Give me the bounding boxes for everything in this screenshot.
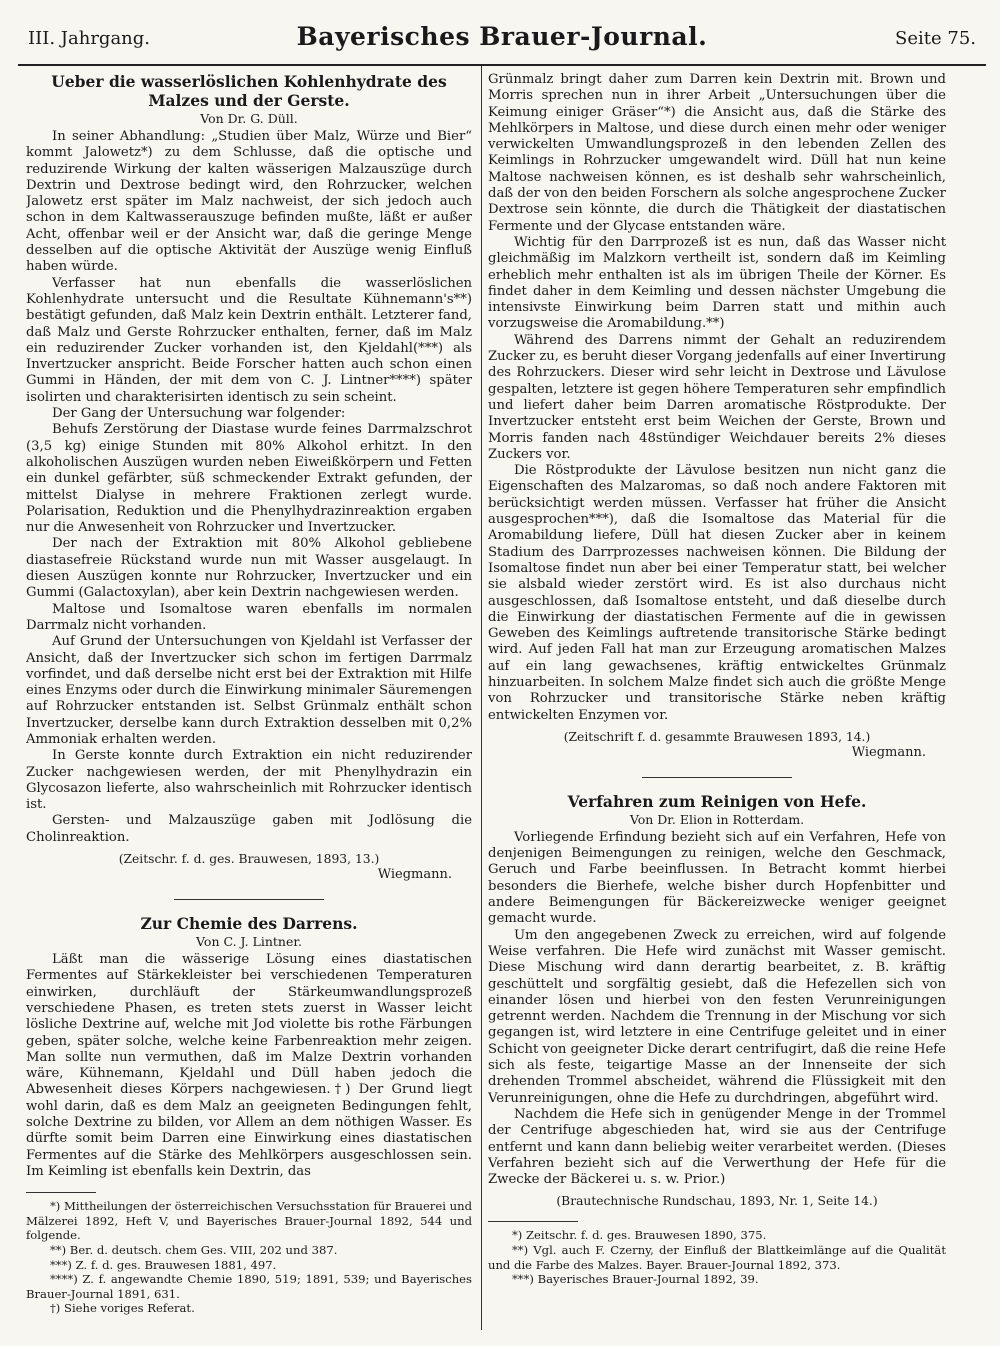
article-paragraph: Die Röstprodukte der Lävulose besitzen nun nicht ganz die Eigenschaften des Malzaromas, so daß noch andere Faktoren mit berücksichtigt werden müssen. Verfasser hat früher die Ansicht ausgesprochen***), daß die Isomaltose das Material für die Aromabildung liefere, Düll hat diesen Zucker aber in keinem Stadium des Darrprozesses nachweisen können. Die Bildung der Isomaltose findet nun aber bei einer Temperatur statt, bei welcher sie alsbald wieder zerstört wird. Es ist also durchaus nicht ausgeschlossen, daß Isomaltose entsteht, und daß dieselbe durch die Einwirkung der diastatischen Fermente auf die in gewissen Geweben des Keimlings auftretende transitorische Stärke bedingt wird. Auf jeden Fall hat man zur Erzeugung aromatischen Malzes auf ein lang gewachsenes, kräftig entwickeltes Grünmalz hinzuarbeiten. In solchem Malze findet sich auch die größte Menge von Rohrzucker und transitorische Stärke neben kräftig entwickelten Enzymen vor.	[488, 463, 946, 723]
article-paragraph: Während des Darrens nimmt der Gehalt an reduzirendem Zucker zu, es beruht dieser Vorgang jedenfalls auf einer Invertirung des Rohrzuckers. Dieser wird sehr leicht in Dextrose und Lävulose gespalten, letztere ist gegen höhere Temperaturen sehr empfindlich und liefert daher beim Darren aromatische Röstprodukte. Der Invertzucker entsteht erst beim Weichen der Gerste, Brown und Morris fanden nach 48stündiger Weichdauer bereits 2% dieses Zuckers vor.	[488, 332, 946, 462]
article-signoff: Wiegmann.	[851, 744, 926, 760]
footnote-rule	[26, 1192, 96, 1193]
article-paragraph: Nachdem die Hefe sich in genügender Menge in der Trommel der Centrifuge abgeschieden hat, wird sie aus der Centrifuge entfernt und kann dann beliebig weiter verarbeitet werden. (Dieses Verfahren bezieht sich auf die Verwerthung der Hefe für die Zwecke der Bäckerei u. s. w. Prior.)	[488, 1106, 946, 1188]
footnote: **) Vgl. auch F. Czerny, der Einfluß der Blattkeimlänge auf die Qualität und die Farbe des Malzes. Bayer. Brauer-Journal 1892, 373.	[488, 1243, 946, 1272]
article-author: Von Dr. G. Düll.	[200, 111, 298, 126]
footnote: †) Siehe voriges Referat.	[50, 1301, 195, 1316]
volume-label: III. Jahrgang.	[28, 28, 151, 49]
right-column	[488, 72, 946, 1346]
article-title: Verfahren zum Reinigen von Hefe.	[567, 791, 867, 811]
page-number: Seite 75.	[895, 28, 976, 49]
page-header	[22, 14, 982, 58]
article-paragraph: In seiner Abhandlung: „Studien über Malz, Würze und Bier“ kommt Jalowetz*) zu dem Schlusse, daß die optische und reduzirende Wirkung der kalten wässerigen Malzauszüge durch Dextrin und Dextrose bedingt wird, den Rohrzucker, welchen Jalowetz erst später im Malz nachweist, der sich jedoch auch schon in dem Kaltwasserauszuge befinden mußte, läßt er außer Acht, offenbar weil er der Ansicht war, daß die geringe Menge desselben auf die optische Aktivität der Auszüge wenig Einfluß haben würde.	[26, 129, 472, 275]
article-signoff: Wiegmann.	[377, 867, 452, 883]
section-separator	[174, 899, 324, 900]
article-source: (Zeitschrift f. d. gesammte Brauwesen 1893, 14.)	[563, 729, 871, 744]
article-paragraph: In Gerste konnte durch Extraktion ein nicht reduzirender Zucker nachgewiesen werden, der mit Phenylhydrazin ein Glycosazon lieferte, also wahrscheinlich mit Rohrzucker identisch ist.	[26, 748, 472, 813]
article-paragraph: Läßt man die wässerige Lösung eines diastatischen Fermentes auf Stärkekleister bei verschiedenen Temperaturen einwirken, durchläuft der Stärkeumwandlungsprozeß verschiedene Phasen, es treten stets zuerst in Wasser leicht lösliche Dextrine auf, welche mit Jod violette bis rothe Färbungen geben, später solche, welche keine Farbenreaktion mehr zeigen. Man sollte nun vermuthen, daß im Malze Dextrin vorhanden wäre, Kühnemann, Kjeldahl und Düll haben jedoch die Abwesenheit dieses Körpers nachgewiesen.†) Der Grund liegt wohl darin, daß es dem Malz an geeigneten Bedingungen fehlt, solche Dextrine zu bilden, vor Allem an dem nöthigen Wasser. Es dürfte somit beim Darren eine Einwirkung eines diastatischen Fermentes auf die Stärke des Mehlkörpers ausgeschlossen sein. Im Keimling ist ebenfalls kein Dextrin, das	[26, 952, 472, 1179]
footnote: ****) Z. f. angewandte Chemie 1890, 519; 1891, 539; und Bayerisches Brauer-Journal 1891, 631.	[26, 1272, 472, 1301]
footnote: *) Mittheilungen der österreichischen Versuchsstation für Brauerei und Mälzerei 1892, Heft V, und Bayerisches Brauer-Journal 1892, 544 und folgende.	[26, 1199, 472, 1243]
article-source: (Brautechnische Rundschau, 1893, Nr. 1, Seite 14.)	[556, 1194, 878, 1209]
article-title: Zur Chemie des Darrens.	[140, 914, 358, 934]
footnote: **) Ber. d. deutsch. chem Ges. VIII, 202 und 387.	[50, 1243, 338, 1257]
article-paragraph: Um den angegebenen Zweck zu erreichen, wird auf folgende Weise verfahren. Die Hefe wird zunächst mit Wasser gemischt. Diese Mischung wird dann derartig bearbeitet, z. B. kräftig geschüttelt und sorgfältig gesiebt, daß die Hefezellen sich von einander lösen und hierbei von den festen Verunreinigungen getrennt werden. Nachdem die Trennung in der Mischung vor sich gegangen ist, wird letztere in eine Centrifuge geleitet und in einer Schicht von geeigneter Dicke derart centrifugirt, daß die reine Hefe sich als feste, teigartige Masse an der Innenseite der sich drehenden Trommel abscheidet, während die Flüssigkeit mit den Verunreinigungen, ohne die Hefe zu durchdringen, abgeführt wird.	[488, 927, 946, 1106]
article-paragraph: Behufs Zerstörung der Diastase wurde feines Darrmalzschrot (3,5 kg) einige Stunden mit 80% Alkohol erhitzt. In den alkoholischen Auszügen wurden neben Eiweißkörpern und Fetten ein dunkel gefärbter, süß schmeckender Extrakt gefunden, der mittelst Dialyse in mehrere Fraktionen zerlegt wurde. Polarisation, Reduktion und die Phenylhydrazinreaktion ergaben nur die Anwesenheit von Rohrzucker und Invertzucker.	[26, 422, 472, 536]
article-paragraph: Grünmalz bringt daher zum Darren kein Dextrin mit. Brown und Morris sprechen nun in ihrer Arbeit „Untersuchungen über die Keimung einiger Gräser“*) die Ansicht aus, daß die Stärke des Mehlkörpers in Maltose, und diese durch einen mehr oder weniger verwickelten Umwandlungsprozeß in den lebenden Zellen des Keimlings in Rohrzucker umgewandelt wird. Düll hat nun keine Maltose nachweisen können, es ist deshalb sehr wahrscheinlich, daß der von den beiden Forschern als solche angesprochene Zucker Dextrose sein könnte, die durch die Thätigkeit der diastatischen Fermente und der Glycase entstanden wäre.	[488, 72, 946, 234]
footnote: ***) Z. f. d. ges. Brauwesen 1881, 497.	[50, 1257, 277, 1272]
article-paragraph: Verfasser hat nun ebenfalls die wasserlöslichen Kohlenhydrate untersucht und die Resultate Kühnemann's**) bestätigt gefunden, daß Malz kein Dextrin enthält. Letzterer fand, daß Malz und Gerste Rohrzucker enthalten, ferner, daß im Malz ein reduzirender Zucker vorhanden ist, den Kjeldahl(***) als Invertzucker anspricht. Beide Forscher hatten auch schon einen Gummi in Händen, der mit dem von C. J. Lintner****) später isolirten und charakterisirten identisch zu sein scheint.	[26, 275, 472, 405]
article-title: Ueber die wasserlöslichen Kohlenhydrate des Malzes und der Gerste.	[51, 72, 447, 110]
article-paragraph: Vorliegende Erfindung bezieht sich auf ein Verfahren, Hefe von denjenigen Beimengungen zu reinigen, welche den Geschmack, Geruch und Farbe beeinflussen. In Betracht kommt hierbei besonders die Bierhefe, welche bisher durch Hopfenbitter und andere Beimengungen für Bäckereizwecke weniger geeignet gemacht wurde.	[488, 829, 946, 927]
article-paragraph: Der nach der Extraktion mit 80% Alkohol gebliebene diastasefreie Rückstand wurde nun mit Wasser ausgelaugt. In diesen Auszügen konnte nur Rohrzucker, Invertzucker und ein Gummi (Galactoxylan), aber kein Dextrin nachgewiesen werden.	[26, 536, 472, 601]
article-author: Von C. J. Lintner.	[196, 934, 302, 950]
journal-title: Bayerisches Brauer-Journal.	[296, 22, 708, 51]
left-column	[26, 72, 472, 1346]
footnote-rule	[488, 1221, 578, 1222]
section-separator	[642, 777, 792, 778]
article-paragraph: Wichtig für den Darrprozeß ist es nun, daß das Wasser nicht gleichmäßig im Malzkorn vertheilt ist, sondern daß im Keimling erheblich mehr enthalten ist als im übrigen Theile der Körner. Es findet daher in dem Keimling und dessen nächster Umgebung die intensivste Einwirkung beim Darren statt und mithin auch vorzugsweise die Aromabildung.**)	[488, 234, 946, 332]
footnote: ***) Bayerisches Brauer-Journal 1892, 39.	[512, 1272, 759, 1287]
column-divider	[481, 66, 482, 1330]
article-paragraph: Der Gang der Untersuchung war folgender:	[52, 406, 346, 422]
article-author: Von Dr. Elion in Rotterdam.	[629, 811, 805, 827]
article-paragraph: Maltose und Isomaltose waren ebenfalls im normalen Darrmalz nicht vorhanden.	[26, 601, 472, 633]
header-rule	[18, 64, 986, 66]
footnote: *) Zeitschr. f. d. ges. Brauwesen 1890, 375.	[512, 1228, 767, 1243]
article-source: (Zeitschr. f. d. ges. Brauwesen, 1893, 13.)	[118, 852, 380, 867]
article-paragraph: Auf Grund der Untersuchungen von Kjeldahl ist Verfasser der Ansicht, daß der Invertzucker sich schon im fertigen Darrmalz vorfindet, und daß derselbe nicht erst bei der Extraktion mit Hilfe eines Enzyms oder durch die Einwirkung minimaler Säuremengen auf Rohrzucker entstanden ist. Selbst Grünmalz enthält schon Invertzucker, derselbe kann durch Extraktion desselben mit 0,2% Ammoniak erhalten werden.	[26, 634, 472, 747]
article-paragraph: Gersten- und Malzauszüge gaben mit Jodlösung die Cholinreaktion.	[26, 813, 472, 845]
